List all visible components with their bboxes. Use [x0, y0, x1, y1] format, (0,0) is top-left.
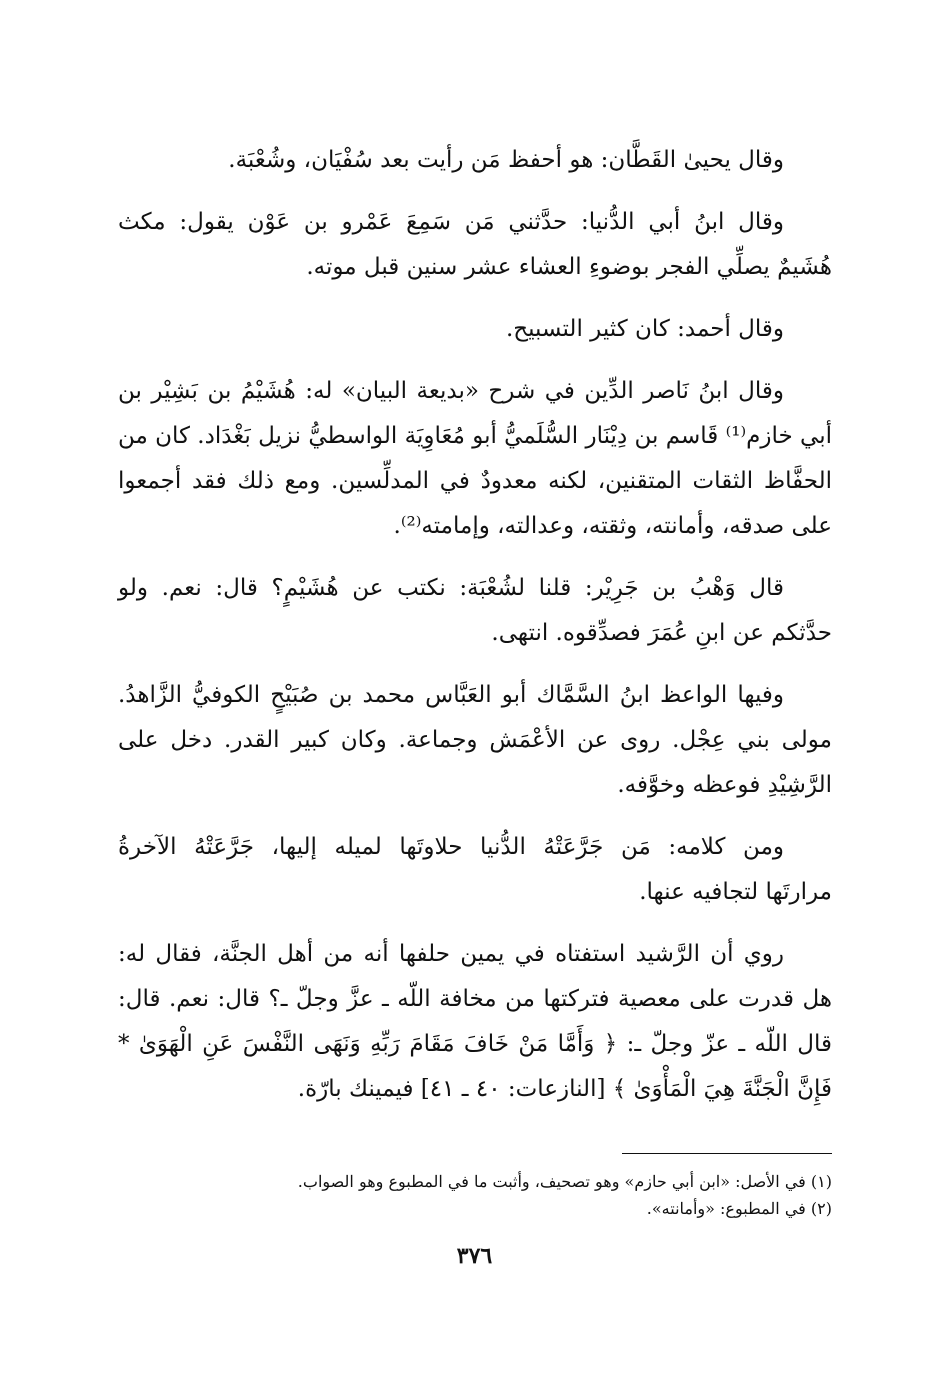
text-line: هل قدرت على معصية فتركتها من مخافة اللّه ـ عزَّ وجلّ ـ؟ قال: نعم. قال: — [118, 986, 833, 1012]
paragraph — [118, 138, 832, 183]
text-line: قال وَهْبُ بن جَرِيْر: قلنا لشُعْبَة: نكتب عن هُشَيْمٍ؟ قال: نعم. ولو — [118, 575, 784, 601]
text-line: مولى بني عِجْل. روى عن الأعْمَش وجماعة. وكان كبير القدر. دخل على — [118, 727, 832, 753]
main-text — [118, 138, 832, 1129]
paragraph — [118, 200, 832, 290]
text-line: وقال يحيىٰ القَطَّان: هو أحفظ مَن رأيت بعد سُفْيَان، وشُعْبَة. — [228, 147, 784, 173]
text-line: الرَّشِيْدِ فوعظه وخوَّفه. — [617, 772, 832, 798]
footnote: (١) في الأصل: «ابن أبي حازم» وهو تصحيف، وأثبت ما في المطبوع وهو الصواب. — [297, 1172, 832, 1191]
paragraph — [118, 932, 832, 1112]
text-line: وقال أحمد: كان كثير التسبيح. — [505, 316, 784, 342]
text-line: هُشَيمٌ يصلِّي الفجر بوضوءِ العشاء عشر سنين قبل موته. — [306, 254, 832, 280]
footnotes — [118, 1168, 832, 1222]
text-line: حدَّثكم عن ابنِ عُمَرَ فصدِّقوه. انتهى. — [491, 620, 832, 646]
paragraph — [118, 673, 832, 808]
text-line: قال اللّه ـ عزّ وجلّ ـ: ﴿ وَأَمَّا مَنْ خَافَ مَقَامَ رَبِّهِ وَنَهَى النَّفْسَ عَنِ الْهَوَىٰ * — [118, 1031, 832, 1057]
text-line: مرارتَها لتجافيه عنها. — [639, 879, 832, 905]
text-line: وقال ابنُ أبي الدُّنيا: حدَّثني مَن سَمِعَ عَمْرو بن عَوْن يقول: مكث — [118, 209, 784, 235]
page-number: ٣٧٦ — [456, 1243, 493, 1269]
text-line: وفيها الواعظ ابنُ السَّمَّاك أبو العَبَّاس محمد بن صُبَيْحٍ الكوفيُّ الزَّاهدُ. — [118, 682, 784, 708]
text-line: وقال ابنُ نَاصر الدِّين في شرح «بديعة البيان» له: هُشَيْمُ بن بَشِيْر بن — [118, 378, 784, 404]
paragraph — [118, 307, 832, 352]
paragraph — [118, 566, 832, 656]
footnote-divider — [622, 1153, 832, 1154]
text-line: روي أن الرَّشيد استفتاه في يمين حلفها أنه من أهل الجنَّة، فقال له: — [118, 941, 784, 967]
text-line: الحفَّاظ الثقات المتقنين، لكنه معدودٌ في المدلِّسين. ومع ذلك فقد أجمعوا — [118, 468, 832, 494]
paragraph — [118, 369, 832, 549]
text-line: ومن كلامه: مَن جَرَّعَتْهُ الدُّنيا حلاوتَها لميله إليها، جَرَّعَتْهُ الآخرةُ — [118, 834, 784, 860]
text-line: أبي خازم⁽¹⁾ قَاسم بن دِيْنَار السُّلَميُّ أبو مُعَاوِيَة الواسطيُّ نزيل بَغْدَاد. كان من — [117, 423, 832, 449]
text-line: فَإِنَّ الْجَنَّةَ هِيَ الْمَأْوَىٰ ﴾ [النازعات: ٤٠ ـ ٤١] فيمينك بارّة. — [297, 1076, 832, 1102]
footnote: (٢) في المطبوع: «وأمانته». — [646, 1199, 832, 1218]
text-line: على صدقه، وأمانته، وثقته، وعدالته، وإمامته⁽²⁾. — [393, 513, 832, 539]
paragraph — [118, 825, 832, 915]
